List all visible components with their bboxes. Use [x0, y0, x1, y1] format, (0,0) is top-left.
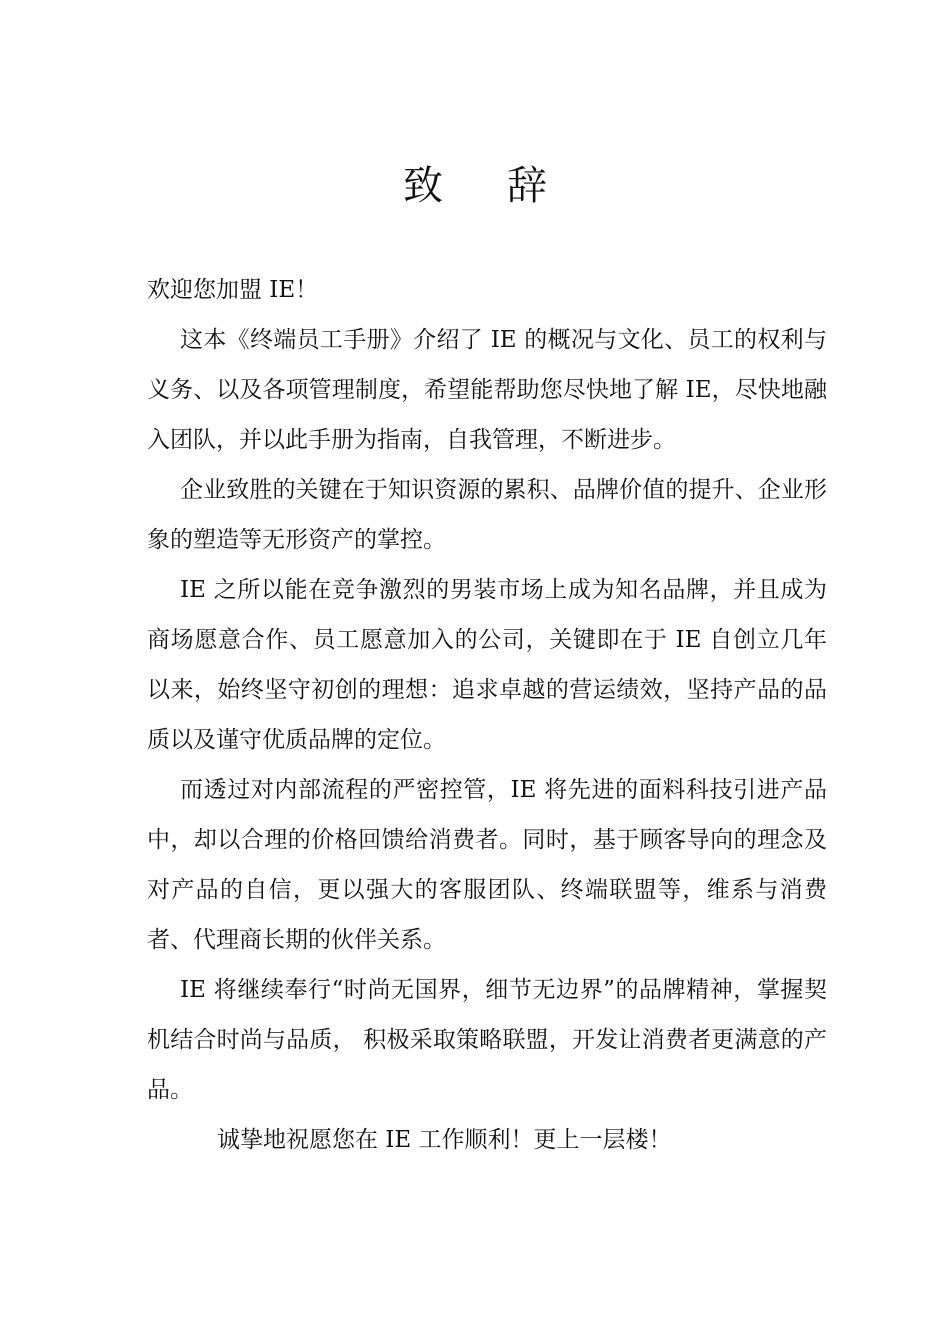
- paragraph-process: 而透过对内部流程的严密控管，IE 将先进的面料科技引进产品中，却以合理的价格回馈给消费者。同时，基于顾客导向的理念及对产品的自信，更以强大的客服团队、终端联盟等，维系与消费者、代理商长期的伙伴关系。: [147, 777, 827, 953]
- paragraph-spirit: IE 将继续奉行“时尚无国界，细节无边界”的品牌精神，掌握契机结合时尚与品质， 积极采取策略联盟，开发让消费者更满意的产品。: [147, 977, 827, 1103]
- paragraph-intro: 这本《终端员工手册》介绍了 IE 的概况与文化、员工的权利与义务、以及各项管理制度，希望能帮助您尽快地了解 IE，尽快地融入团队，并以此手册为指南，自我管理，不断进步。: [147, 327, 827, 453]
- title-char-1: 致: [403, 163, 443, 209]
- page-title: [0, 158, 950, 214]
- title-char-2: 辞: [507, 163, 547, 209]
- paragraph-brand: IE 之所以能在竞争激烈的男装市场上成为知名品牌，并且成为商场愿意合作、员工愿意加入的公司，关键即在于 IE 自创立几年以来，始终坚守初创的理想：追求卓越的营运绩效，坚持产品的品质以及谨守优质品牌的定位。: [147, 577, 827, 753]
- greeting: 欢迎您加盟 IE！: [147, 277, 319, 303]
- letter-body: [147, 265, 827, 1165]
- paragraph-key-success: 企业致胜的关键在于知识资源的累积、品牌价值的提升、企业形象的塑造等无形资产的掌控。: [147, 477, 827, 553]
- closing-line: 诚挚地祝愿您在 IE 工作顺利！更上一层楼！: [217, 1127, 672, 1153]
